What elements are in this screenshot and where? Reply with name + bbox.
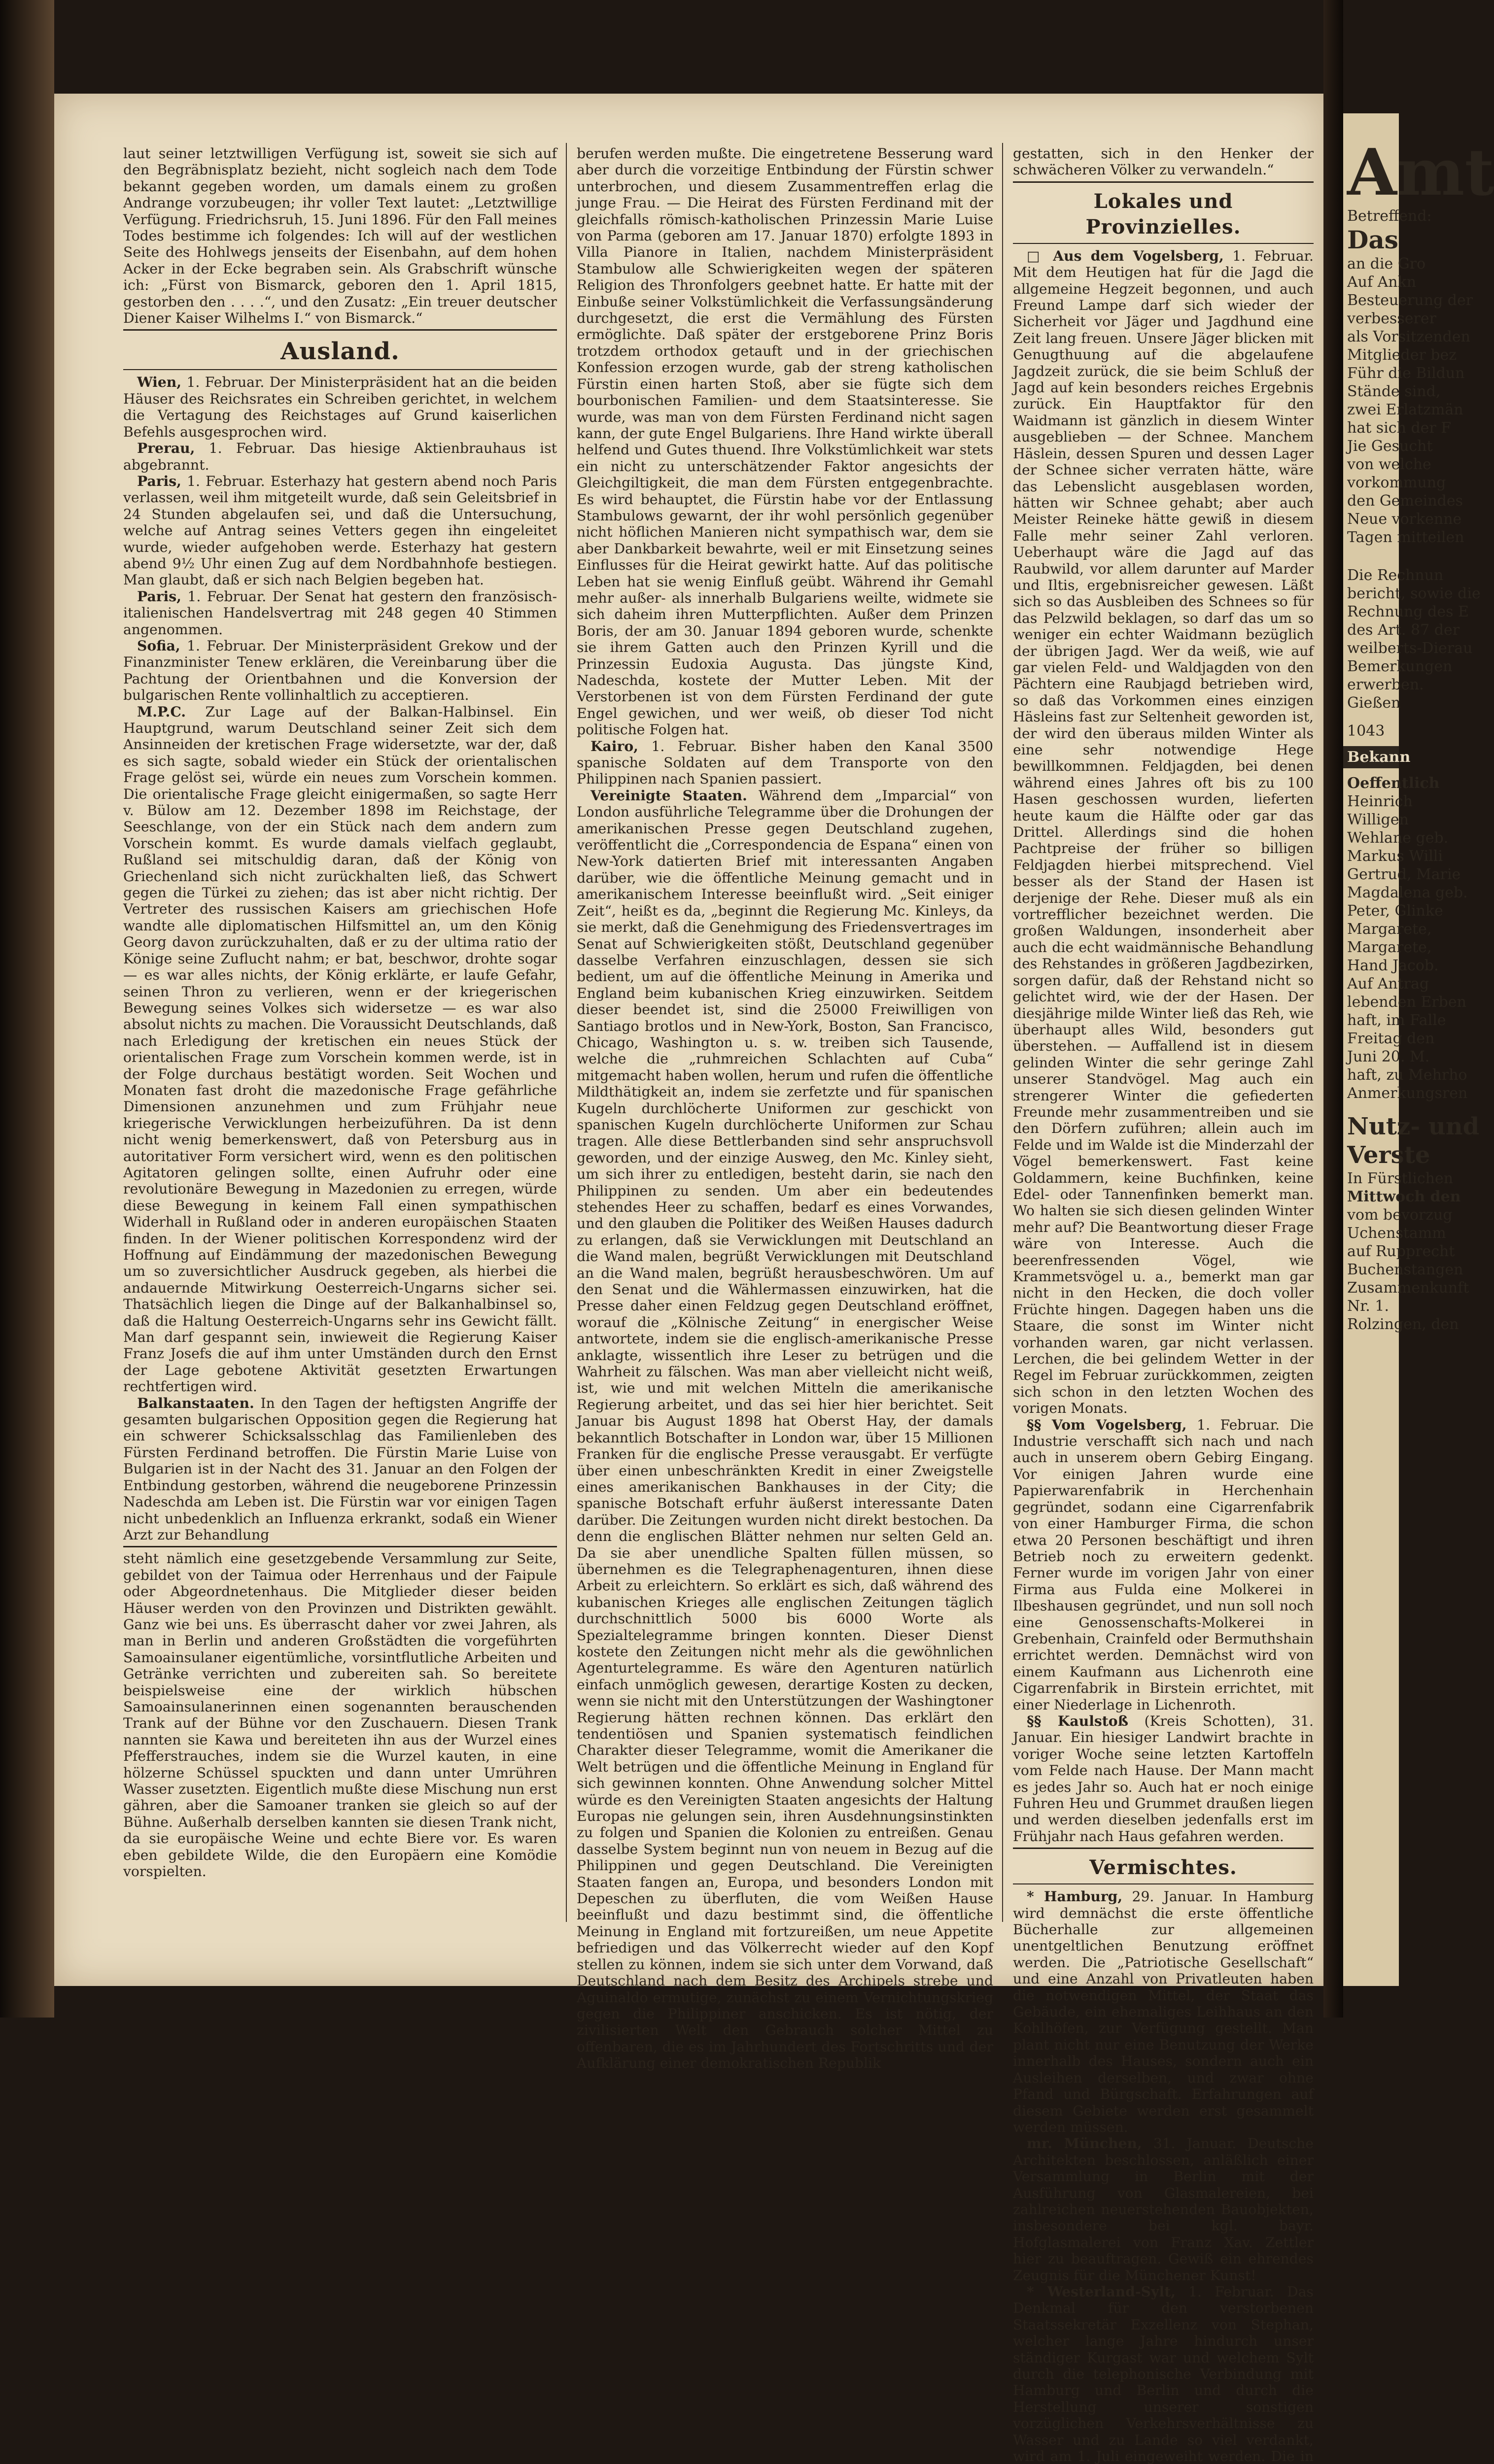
fragment-text: Willigen: [1347, 811, 1409, 828]
fragment-text: erwerben.: [1347, 676, 1424, 693]
fragment-text: Gertrud, Marie: [1347, 866, 1461, 883]
fragment-text: den Gemeindes: [1347, 492, 1463, 510]
fragment-text: 1043: [1347, 722, 1385, 740]
fragment-text: Margarete,: [1347, 921, 1432, 938]
column-2: [577, 145, 993, 2072]
news-item: Sofia, 1. Februar. Der Ministerpräsident Grekow und der Finanzminister Tenew erklären, die Vereinbarung über die Pachtung der Orientbahnen und die Konversion der bulgarischen Rente vollinhaltlich zu acceptieren.: [123, 637, 557, 704]
feuilleton-rule: [123, 1546, 557, 1547]
fragment-text: haft, im Falle: [1347, 1012, 1446, 1029]
fragment-text: des Art. 87 der: [1347, 621, 1460, 639]
fragment-text: Bemerkungen: [1347, 658, 1453, 675]
news-item: mr. München, 31. Januar. Deutsche Architekten beschlossen, anläßlich einer Versammlung in Berlin mit der Ausführung von Glasmalereien, bei zahlreichen neuerstehenden Bauobjekten, insbesondere bei kgl. bayr. Hofglasmalerei von Franz Xav. Zettler hier zu beauftragen. Gewiß ein ehrendes Zeugnis für die Münchener Kunst!: [1013, 2135, 1314, 2284]
fragment-text: bericht, sowie die: [1347, 585, 1481, 602]
fragment-text: Rolzingen, den: [1347, 1316, 1459, 1333]
fragment-text: Freitag den: [1347, 1030, 1435, 1047]
fragment-text: haft, zu Mehrho: [1347, 1066, 1467, 1084]
fragment-text: hat sich der F: [1347, 419, 1452, 437]
fragment-text: Auf Antrag: [1347, 975, 1429, 992]
fragment-text: Wehlane geb.: [1347, 829, 1449, 847]
fragment-text: Zusammenkunft: [1347, 1279, 1469, 1297]
news-item: * Westerland-Sylt, 1. Februar. Das Denkmal für den verstorbenen Staatssekretär Exzellenz von Stephan, welcher lange Jahre hindurch unser ständiger Kurgast war und welchem Sylt durch die telephonische Verbindung mit Hamburg und Berlin und durch die Herstellung unserer sonstigen vorzüglichen Verkehrsverhältnisse zu Wasser und zu Lande so viel verdankt, wird am 1. Juli eingeweiht werden. Die in: [1013, 2283, 1314, 2464]
fragment-text: Führ die Bildun: [1347, 365, 1465, 382]
fragment-text: Stände sind,: [1347, 383, 1441, 400]
section-rule: [1013, 181, 1314, 183]
fragment-text: Tagen mitteilen: [1347, 529, 1464, 546]
fragment-heading: Verste: [1347, 1141, 1430, 1169]
section-rule: [123, 329, 557, 331]
fragment-text: weilberts-Dierau: [1347, 640, 1473, 657]
fragment-text: Die Rechnun: [1347, 567, 1444, 584]
fragment-text: Neue vorkenne: [1347, 511, 1462, 528]
fragment-text: Betreffend:: [1347, 207, 1432, 225]
fragment-text: Jie Gesucht: [1347, 438, 1433, 455]
page-gutter: [1323, 0, 1343, 2018]
fragment-text: Rechnung des E: [1347, 603, 1469, 620]
news-item: berufen werden mußte. Die eingetretene Besserung ward aber durch die vorzeitige Entbindung der Fürstin schwer unterbrochen, und diesem Zusammentreffen erlag die junge Frau. — Die Heirat des Fürsten Ferdinand mit der gleichfalls römisch-katholischen Prinzessin Marie Luise von Parma (geboren am 17. Januar 1870) erfolgte 1893 in Villa Pianore in Italien, nachdem Ministerpräsident Stambulow alle Schwierigkeiten wegen der späteren Religion des Thronfolgers geebnet hatte. Er hatte mit der Einbuße seiner Volkstümlichkeit die Verfassungsänderung durchgesetzt, die erst die Vermählung des Fürsten ermöglichte. Daß später der erstgeborene Prinz Boris trotzdem orthodox getauft und in der griechischen Konfession erzogen wurde, gab der streng katholischen Fürstin einen harten Stoß, aber sie fügte sich dem bourbonischen Familien- und dem Staatsinteresse. Sie wurde, was man von dem Fürsten Ferdinand nicht sagen kann, der gute Engel Bulgariens. Ihre Hand wirkte überall helfend und Gutes thuend. Ihre Volkstümlichkeit war stets ein nicht zu unterschätzender Faktor angesichts der Gleichgiltigkeit, die man dem Fürsten entgegenbrachte. Es wird behauptet, die Fürstin habe vor der Entlassung Stambulows gewarnt, der ihr wohl persönlich gegenüber nicht höflichen Manieren nicht sympathisch war, dem sie aber Dankbarkeit bewahrte, weil er mit Einsetzung seines Einflusses für die Heirat gewirkt hatte. Auf das politische Leben hat sie wenig Einfluß geübt. Während ihr Gemahl mehr außer- als innerhalb Bulgariens weilte, widmete sie sich daheim ihren Mutterpflichten. Außer dem Prinzen Boris, der am 30. Januar 1894 geboren wurde, schenkte sie ihrem Gatten auch den Prinzen Kyrill und die Prinzessin Eudoxia Augusta. Das jüngste Kind, Nadeschda, kostete der Mutter Leben. Mit der Verstorbenen ist von dem Fürsten Ferdinand der gute Engel gewichen, und wer weiß, ob dieser Tod nicht politische Folgen hat.: [577, 145, 993, 738]
fragment-text: auf Rupprecht: [1347, 1243, 1455, 1260]
fragment-text: Auf Ankn: [1347, 274, 1417, 291]
fragment-text: von welche: [1347, 456, 1431, 473]
fragment-text: Gießen: [1347, 694, 1401, 712]
section-rule: [1013, 1848, 1314, 1849]
fragment-text: Mittwoch den: [1347, 1188, 1461, 1205]
news-item: Paris, 1. Februar. Esterhazy hat gestern abend noch Paris verlassen, weil ihm mitgeteilt wurde, daß sein Geleitsbrief in 24 Stunden abgelaufen sei, und daß die Untersuchung, welche auf Antrag seines Vetters gegen ihn eingeleitet wurde, wieder aufgehoben werde. Esterhazy hat gestern abend 9½ Uhr einen Zug auf dem Nordbahnhofe bestiegen. Man glaubt, daß er sich nach Belgien begeben hat.: [123, 473, 557, 588]
book-binding: [0, 0, 54, 2018]
fragment-text: Margarete,: [1347, 939, 1432, 956]
masthead-fragment: Amt: [1347, 135, 1494, 210]
news-item: §§ Vom Vogelsberg, 1. Februar. Die Industrie verschafft sich nach und nach auch in unserem obern Gebirg Eingang. Vor einigen Jahren wurde eine Papierwarenfabrik in Herchenhain gegründet, sodann eine Cigarrenfabrik von einer Hamburger Firma, die schon etwa 20 Personen beschäftigt und ihren Betrieb noch zu erweitern gedenkt. Ferner wurde im vorigen Jahr von einer Firma aus Fulda eine Molkerei in Ilbeshausen gegründet, und nun soll noch eine Genossenschafts-Molkerei in Grebenhain, Crainfeld oder Bermuthshain errichtet werden. Demnächst wird von einem Kaufmann aus Lichenroth eine Cigarrenfabrik in Birstein errichtet, mit einer Niederlage in Lichenroth.: [1013, 1416, 1314, 1713]
news-item: Kairo, 1. Februar. Bisher haben den Kanal 3500 spanische Soldaten auf dem Transporte von den Philippinen nach Spanien passiert.: [577, 738, 993, 787]
feuilleton-text: steht nämlich eine gesetzgebende Versammlung zur Seite, gebildet von der Taimua oder Herrenhaus und der Faipule oder Abgeordnetenhaus. Die Mitglieder dieser beiden Häuser werden von den Provinzen und Distrikten gewählt. Ganz wie bei uns. Es überrascht daher vor zwei Jahren, als man in Berlin und anderen Großstädten die vorgeführten Samoainsulaner eigentümliche, vorsintflutliche Arbeiten und Getränke verrichten und zubereiten sah. So bereitete beispielsweise eine der wirklich hübschen Samoainsulanerinnen einen sogenannten berauschenden Trank auf der Bühne vor den Zuschauern. Diesen Trank nannten sie Kawa und bereiteten ihn aus der Wurzel eines Pfefferstrauches, indem sie die Wurzel kauten, in eine hölzerne Schüssel spuckten und dann unter Umrühren Wasser zusetzten. Eigentlich mußte diese Mischung nun erst gähren, aber die Samoaner tranken sie gleich so auf der Bühne. Außerhalb derselben kannten sie diesen Trank nicht, da sie europäische Weine und echte Biere vor. Es waren eben gebildete Wilde, die den Europäern eine Komödie vorspielten.: [123, 1550, 557, 1880]
fragment-text: zwei Erlatzmän: [1347, 401, 1463, 418]
fragment-text: In Fürstlichen: [1347, 1170, 1454, 1187]
news-item: Paris, 1. Februar. Der Senat hat gestern den französisch-italienischen Handelsvertrag mit 248 gegen 40 Stimmen angenommen.: [123, 588, 557, 638]
section-rule: [1013, 1883, 1314, 1884]
column-divider: [566, 143, 567, 1922]
bismarck-testament-text: laut seiner letztwilligen Verfügung ist, soweit sie sich auf den Begräbnisplatz bezieht, nicht sogleich nach dem Tode bekannt gegeben worden, um damals einem zu großen Andrange vorzubeugen; ihr voller Text lautet: „Letztwillige Verfügung. Friedrichsruh, 15. Juni 1896. Für den Fall meines Todes bestimme ich folgendes: Ich will auf der westlichen Seite des Hohlwegs jenseits der Eisenbahn, auf dem hohen Acker in der Ecke begraben sein. Als Grabschrift wünsche ich: „Fürst von Bismarck, geboren den 1. April 1815, gestorben den . . . .“, und den Zusatz: „Ein treuer deutscher Diener Kaiser Wilhelms I.“ von Bismarck.“: [123, 145, 557, 327]
fragment-text: Besteuerung der: [1347, 292, 1473, 309]
fragment-text: Hand Jacob.: [1347, 957, 1439, 974]
fragment-text: Anmerkungsren: [1347, 1085, 1468, 1102]
section-heading-lokales: Lokales und Provinzielles.: [1085, 189, 1241, 239]
newspaper-page: [54, 94, 1323, 2464]
fragment-text: Peter, Glinke: [1347, 902, 1443, 920]
fragment-text: Oeffentlich: [1347, 775, 1440, 792]
news-item: §§ Kaulstoß (Kreis Schotten), 31. Januar. Ein hiesiger Landwirt brachte in voriger Woche seine letzten Kartoffeln vom Felde nach Hause. Der Mann macht es jedes Jahr so. Auch hat er noch einige Fuhren Heu und Grummet draußen liegen und werden dieselben jedenfalls erst im Frühjahr nach Haus gefahren werden.: [1013, 1712, 1314, 1845]
section-heading-ausland: Ausland.: [280, 338, 400, 366]
fragment-text: als Vorsitzenden: [1347, 328, 1470, 345]
news-item: Prerau, 1. Februar. Das hiesige Aktienbrauhaus ist abgebrannt.: [123, 440, 557, 473]
section-rule: [1013, 243, 1314, 244]
fragment-text: vom bevorzug: [1347, 1206, 1453, 1224]
fragment-text: Heinrich: [1347, 793, 1413, 810]
fragment-text: vorkommung: [1347, 474, 1446, 491]
fragment-text: Das: [1347, 225, 1398, 254]
fragment-text: Juni 20. M.: [1347, 1048, 1430, 1065]
news-item-end: gestatten, sich in den Henker der schwächeren Völker zu verwandeln.“: [1013, 145, 1314, 178]
news-item: Vereinigte Staaten. Während dem „Imparcial“ von London ausführliche Telegramme über die Drohungen der amerikanischen Presse gegen Deutschland zugehen, veröffentlicht die „Correspondencia de Espana“ einen von New-York datierten Brief mit interessanten Angaben darüber, wie die öffentliche Meinung gemacht und in amerikanischem Interesse beeinflußt wird. „Seit einiger Zeit“, heißt es da, „beginnt die Regierung Mc. Kinleys, da sie merkt, daß die Genehmigung des Friedensvertrages im Senat auf Schwierigkeiten stößt, Deutschland gegenüber dasselbe Verfahren einzuschlagen, dessen sie sich bedient, um auf die öffentliche Meinung in Amerika und England beim kubanischen Krieg einzuwirken. Seitdem dieser beendet ist, sind die 25000 Freiwilligen von Santiago brotlos und in New-York, Boston, San Francisco, Chicago, Washington u. s. w. treiben sich Tausende, welche die „ruhmreichen Schlachten auf Cuba“ mitgemacht haben wollen, herum und rufen die öffentliche Mildthätigkeit an, indem sie zerfetzte und für spanischen Kugeln durchlöcherte Uniformen zur geschickt von spanischen Kugeln durchlöcherte Uniformen zur Schau tragen. Alle diese Bettlerbanden sind sehr anspruchsvoll geworden, und der einzige Ausweg, den Mc. Kinley sieht, um sich ihrer zu entledigen, besteht darin, sie nach den Philippinen zu senden. Um aber ein bedeutendes stehendes Heer zu schaffen, bedarf es eines Vorwandes, und den glauben die Politiker des Weißen Hauses dadurch zu erlangen, daß sie Verwicklungen mit Deutschland an die Wand malen, begrüßt Verwicklungen mit Deutschland an die Wand malen, begrüßt herausbeschwören. Um auf den Senat und die Wählermassen einzuwirken, hat die Presse daher einen Feldzug gegen Deutschland eröffnet, worauf die „Kölnische Zeitung“ in energischer Weise antwortete, indem sie die englisch-amerikanische Presse anklagte, wissentlich ihre Leser zu betrügen und die Wahrheit zu fälschen. Was man aber vielleicht nicht weiß, ist, wie und mit welchen Mitteln die amerikanische Regierung arbeitet, und das sei hier hier berichtet. Seit Januar bis August 1898 hat Oberst Hay, der damals bekanntlich Botschafter in London war, über 15 Millionen Franken für die englische Presse verausgabt. Er verfügte über einen unbeschränkten Kredit in einer Zweigstelle eines amerikanischen Bankhauses in der City; die spanische Botschaft erfuhr äußerst interessante Daten darüber. Die Zeitungen wurden nicht direkt bestochen. Da denn die englischen Blätter nehmen nur selten Geld an. Da sie aber unendliche Spalten füllen müssen, so übernehmen es die Telegraphenagenturen, ihnen diese Arbeit zu erleichtern. So erklärt es sich, daß während des kubanischen Krieges alle englischen Zeitungen täglich durchschnittlich 5000 bis 6000 Worte als Spezialtelegramme bringen konnten. Dieser Dienst kostete den Zeitungen nicht mehr als die gewöhnlichen Agenturtelegramme. Es wäre den Agenturen natürlich einfach unmöglich gewesen, derartige Kosten zu decken, wenn sie nicht mit den Unterstützungen der Washingtoner Regierung hätten rechnen können. Das erklärt den tendentiösen und Spanien systematisch feindlichen Charakter dieser Telegramme, womit die Amerikaner die Welt betrügen und die öffentliche Meinung in England für sich gewinnen konnten. Ohne Anwendung solcher Mittel würde es den Vereinigten Staaten angesichts der Haltung Europas nie gelungen sein, ihren Ausdehnungsinstinkten zu folgen und Spanien die Kolonien zu entreißen. Genau dasselbe System beginnt nun von neuem in Bezug auf die Philippinen und gegen Deutschland. Die Vereinigten Staaten fangen an, Europa, und besonders London mit Depeschen zu überfluten, die vom Weißen Hause beeinflußt und dazu bestimmt sind, die öffentliche Meinung in England mit fortzureißen, um neue Appetite befriedigen und das Völkerrecht wieder auf den Kopf stellen zu können, indem sie sich unter dem Vorwand, daß Deutschland nach dem Besitz des Archipels strebe und Aguinaldo ermutige, zunächst zu einem Vernichtungskrieg gegen die Philippiner anschicken. Es ist nötig, der zivilisierten Welt den Gebrauch solcher Mittel zu offenbaren, die es im Jahrhundert des Fortschritts und der Aufklärung einer demokratischen Republik: [577, 787, 993, 2072]
fragment-text: Uchenstamm: [1347, 1225, 1446, 1242]
news-item: □ Aus dem Vogelsberg, 1. Februar. Mit dem Heutigen hat für die Jagd die allgemeine Hegzeit begonnen, und auch Freund Lampe darf sich wieder der Sicherheit vor Jäger und Jagdhund eine Zeit lang freuen. Unsere Jäger blicken mit Genugthuung auf die abgelaufene Jagdzeit zurück, die sie beim Schluß der Jagd auf kein besonders reiches Ergebnis zurück. Ein Hauptfaktor für den Waidmann ist gänzlich in diesem Winter ausgeblieben — der Schnee. Manchem Häslein, dessen Spuren und dessen Lager der Schnee sicher verraten hätte, wäre das Lebenslicht ausgeblasen worden, hätten wir Schnee gehabt; aber auch Meister Reineke hätte gewiß in diesem Falle mehr seiner Zahl verloren. Ueberhaupt wäre die Jagd auf das Raubwild, vor allem darunter auf Marder und Iltis, ergebnisreicher gewesen. Läßt sich so das Ausbleiben des Schnees so für das Pelzwild beklagen, so darf das um so weniger ein echter Waidmann bezüglich der übrigen Jagd. Wer da weiß, wie auf gar vielen Feld- und Waldjagden von den Pächtern eine Raubjagd betrieben wird, so daß das Vorkommen eines einzigen Häsleins fast zur Seltenheit geworden ist, der wird den überaus milden Winter als eine sehr notwendige Hege bewillkommnen. Feldjagden, bei denen während eines Jahres oft bis zu 100 Hasen geschossen wurden, lieferten heute kaum die Hälfte oder gar das Drittel. Allerdings sind die hohen Pachtpreise der früher so billigen Feldjagden hierbei mitsprechend. Viel besser als der Stand der Hasen ist derjenige der Rehe. Dieser muß als ein vortrefflicher bezeichnet werden. Die großen Waldungen, insonderheit aber auch die echt waidmännische Behandlung des Rehstandes in größeren Jagdbezirken, sorgen dafür, daß der Rehstand nicht so gelichtet wird, wie der der Hasen. Der diesjährige milde Winter ließ das Reh, wie überhaupt alles Wild, besonders gut überstehen. — Auffallend ist in diesem gelinden Winter die sehr geringe Zahl unserer Standvögel. Mag auch ein strengerer Winter die gefiederten Freunde mehr zusammentreiben und sie den Dörfern zuführen; allein auch im Felde und im Walde ist die Minderzahl der Vögel bemerkenswert. Fast keine Goldammern, keine Buchfinken, keine Edel- oder Tannenfinken bemerkt man. Wo halten sie sich diesen gelinden Winter mehr auf? Die Beantwortung dieser Frage wäre von Interesse. Auch die beerenfressenden Vögel, wie Krammetsvögel u. a., bemerkt man gar nicht in den Hecken, die doch voller Früchte hingen. Dagegen haben uns die Staare, die sonst im Winter nicht vorhanden waren, gar nicht verlassen. Lerchen, die bei gelindem Wetter in der Regel im Februar zurückkommen, zeigten sich schon in den letzten Wochen des vorigen Monats.: [1013, 247, 1314, 1417]
news-item: Balkanstaaten. In den Tagen der heftigsten Angriffe der gesamten bulgarischen Opposition gegen die Regierung hat ein schwerer Schicksalsschlag das Familienleben des Fürsten Ferdinand betroffen. Die Fürstin Marie Luise von Bulgarien ist in der Nacht des 31. Januar an den Folgen der Entbindung gestorben, während die neugeborene Prinzessin Nadeschda am Leben ist. Die Fürstin war vor einigen Tagen nicht unbedenklich an Influenza erkrankt, sodaß ein Wiener Arzt zur Behandlung: [123, 1395, 557, 1543]
section-rule: [123, 369, 557, 370]
section-heading-vermischtes: Vermischtes.: [1089, 1856, 1237, 1880]
news-item: Wien, 1. Februar. Der Ministerpräsident hat an die beiden Häuser des Reichsrates ein Schreiben gerichtet, in welchem die Vertagung des Reichstages auf Grund kaiserlichen Befehls ausgesprochen wird.: [123, 374, 557, 440]
fragment-text: Magdalena geb.: [1347, 884, 1468, 901]
fragment-text: Nr. 1.: [1347, 1298, 1389, 1315]
next-page-fragment: [1343, 113, 1494, 1986]
column-3: [1013, 145, 1314, 2464]
fragment-text: Buchenstangen: [1347, 1261, 1463, 1278]
fragment-heading: Bekann: [1343, 746, 1399, 768]
fragment-text: Mitglieder bez: [1347, 346, 1457, 364]
fragment-text: lebenden Erben: [1347, 993, 1466, 1011]
column-divider: [1002, 143, 1003, 1922]
fragment-text: verbesserer: [1347, 310, 1436, 327]
fragment-text: an die Gro: [1347, 255, 1426, 273]
fragment-text: Markus Willi: [1347, 848, 1443, 865]
news-item: M.P.C. Zur Lage auf der Balkan-Halbinsel. Ein Hauptgrund, warum Deutschland seiner Zeit sich dem Ansinneiden der kretischen Frage widersetzte, war der, daß es sich sagte, sobald wieder ein Stück der orientalischen Frage gelöst sei, würde ein neues zum Vorschein kommen. Die orientalische Frage gleicht einigermaßen, so sagte Herr v. Bülow am 12. Dezember 1898 im Reichstage, der Seeschlange, von der ein Stück nach dem andern zum Vorschein kommt. Es wurde damals vielfach geglaubt, Rußland sei mitschuldig daran, daß der König von Griechenland sich nicht zurückhalten ließ, das Schwert gegen die Türkei zu ziehen; das ist aber nicht richtig. Der Vertreter des russischen Kaisers am griechischen Hofe wandte alle diplomatischen Hilfsmittel an, um den König Georg davon zurückzuhalten, daß er zu der ultima ratio der Könige seine Zuflucht nahm; er bat, beschwor, drohte sogar — es war alles nichts, der König erklärte, er laufe Gefahr, seinen Thron zu verlieren, wenn er der kriegerischen Bewegung seines Volkes sich widersetze — es war also absolut nichts zu machen. Die Voraussicht Deutschlands, daß nach Erledigung der kretischen ein neues Stück der orientalischen Frage zum Vorschein kommen werde, ist in der Folge durchaus bestätigt worden. Seit Wochen und Monaten fast droht die mazedonische Frage gefährliche Dimensionen anzunehmen und zum Frühjahr neue kriegerische Verwicklungen herbeizuführen. Da ist denn nicht wenig bemerkenswert, daß von Petersburg aus in autoritativer Form versichert wird, wenn es den politischen Agitatoren gelingen sollte, einen Aufruhr oder eine revolutionäre Bewegung in Mazedonien zu erregen, würde diese Bewegung in keinem Fall einen sympathischen Widerhall in Rußland oder in anderen europäischen Staaten finden. In der Wiener politischen Korrespondenz wird der Hoffnung auf Eindämmung der mazedonischen Bewegung um so zuversichtlicher Ausdruck gegeben, als hierbei die andauernde Mitwirkung Oesterreich-Ungarns sicher sei. Thatsächlich liegen die Dinge auf der Balkanhalbinsel so, daß die Haltung Oesterreich-Ungarns sehr ins Gewicht fällt. Man darf gespannt sein, inwieweit die Regierung Kaiser Franz Josefs die auf ihm unter Umständen durch den Ernst der Lage gebotene Aktivität gesetzten Erwartungen rechtfertigen wird.: [123, 703, 557, 1395]
fragment-heading: Nutz- und: [1347, 1113, 1480, 1140]
news-item: * Hamburg, 29. Januar. In Hamburg wird demnächst die erste öffentliche Bücherhalle zur allgemeinen unentgeltlichen Benutzung eröffnet werden. Die „Patriotische Gesellschaft“ und eine Anzahl von Privatleuten haben die notwendigen Mittel, der Staat das Gebäude, ein ehemaliges Leihhaus an den Kohlhöfen, zur Verfügung gestellt. Man plant nicht nur eine Benutzung der Werke innerhalb des Hauses, sondern auch ein Ausleihen derselben, und zwar ohne Pfand und Bürgschaft. Erfahrungen auf diesem Gebiete werden erst gesammelt werden müssen.: [1013, 1888, 1314, 2135]
column-1: [123, 145, 557, 1880]
